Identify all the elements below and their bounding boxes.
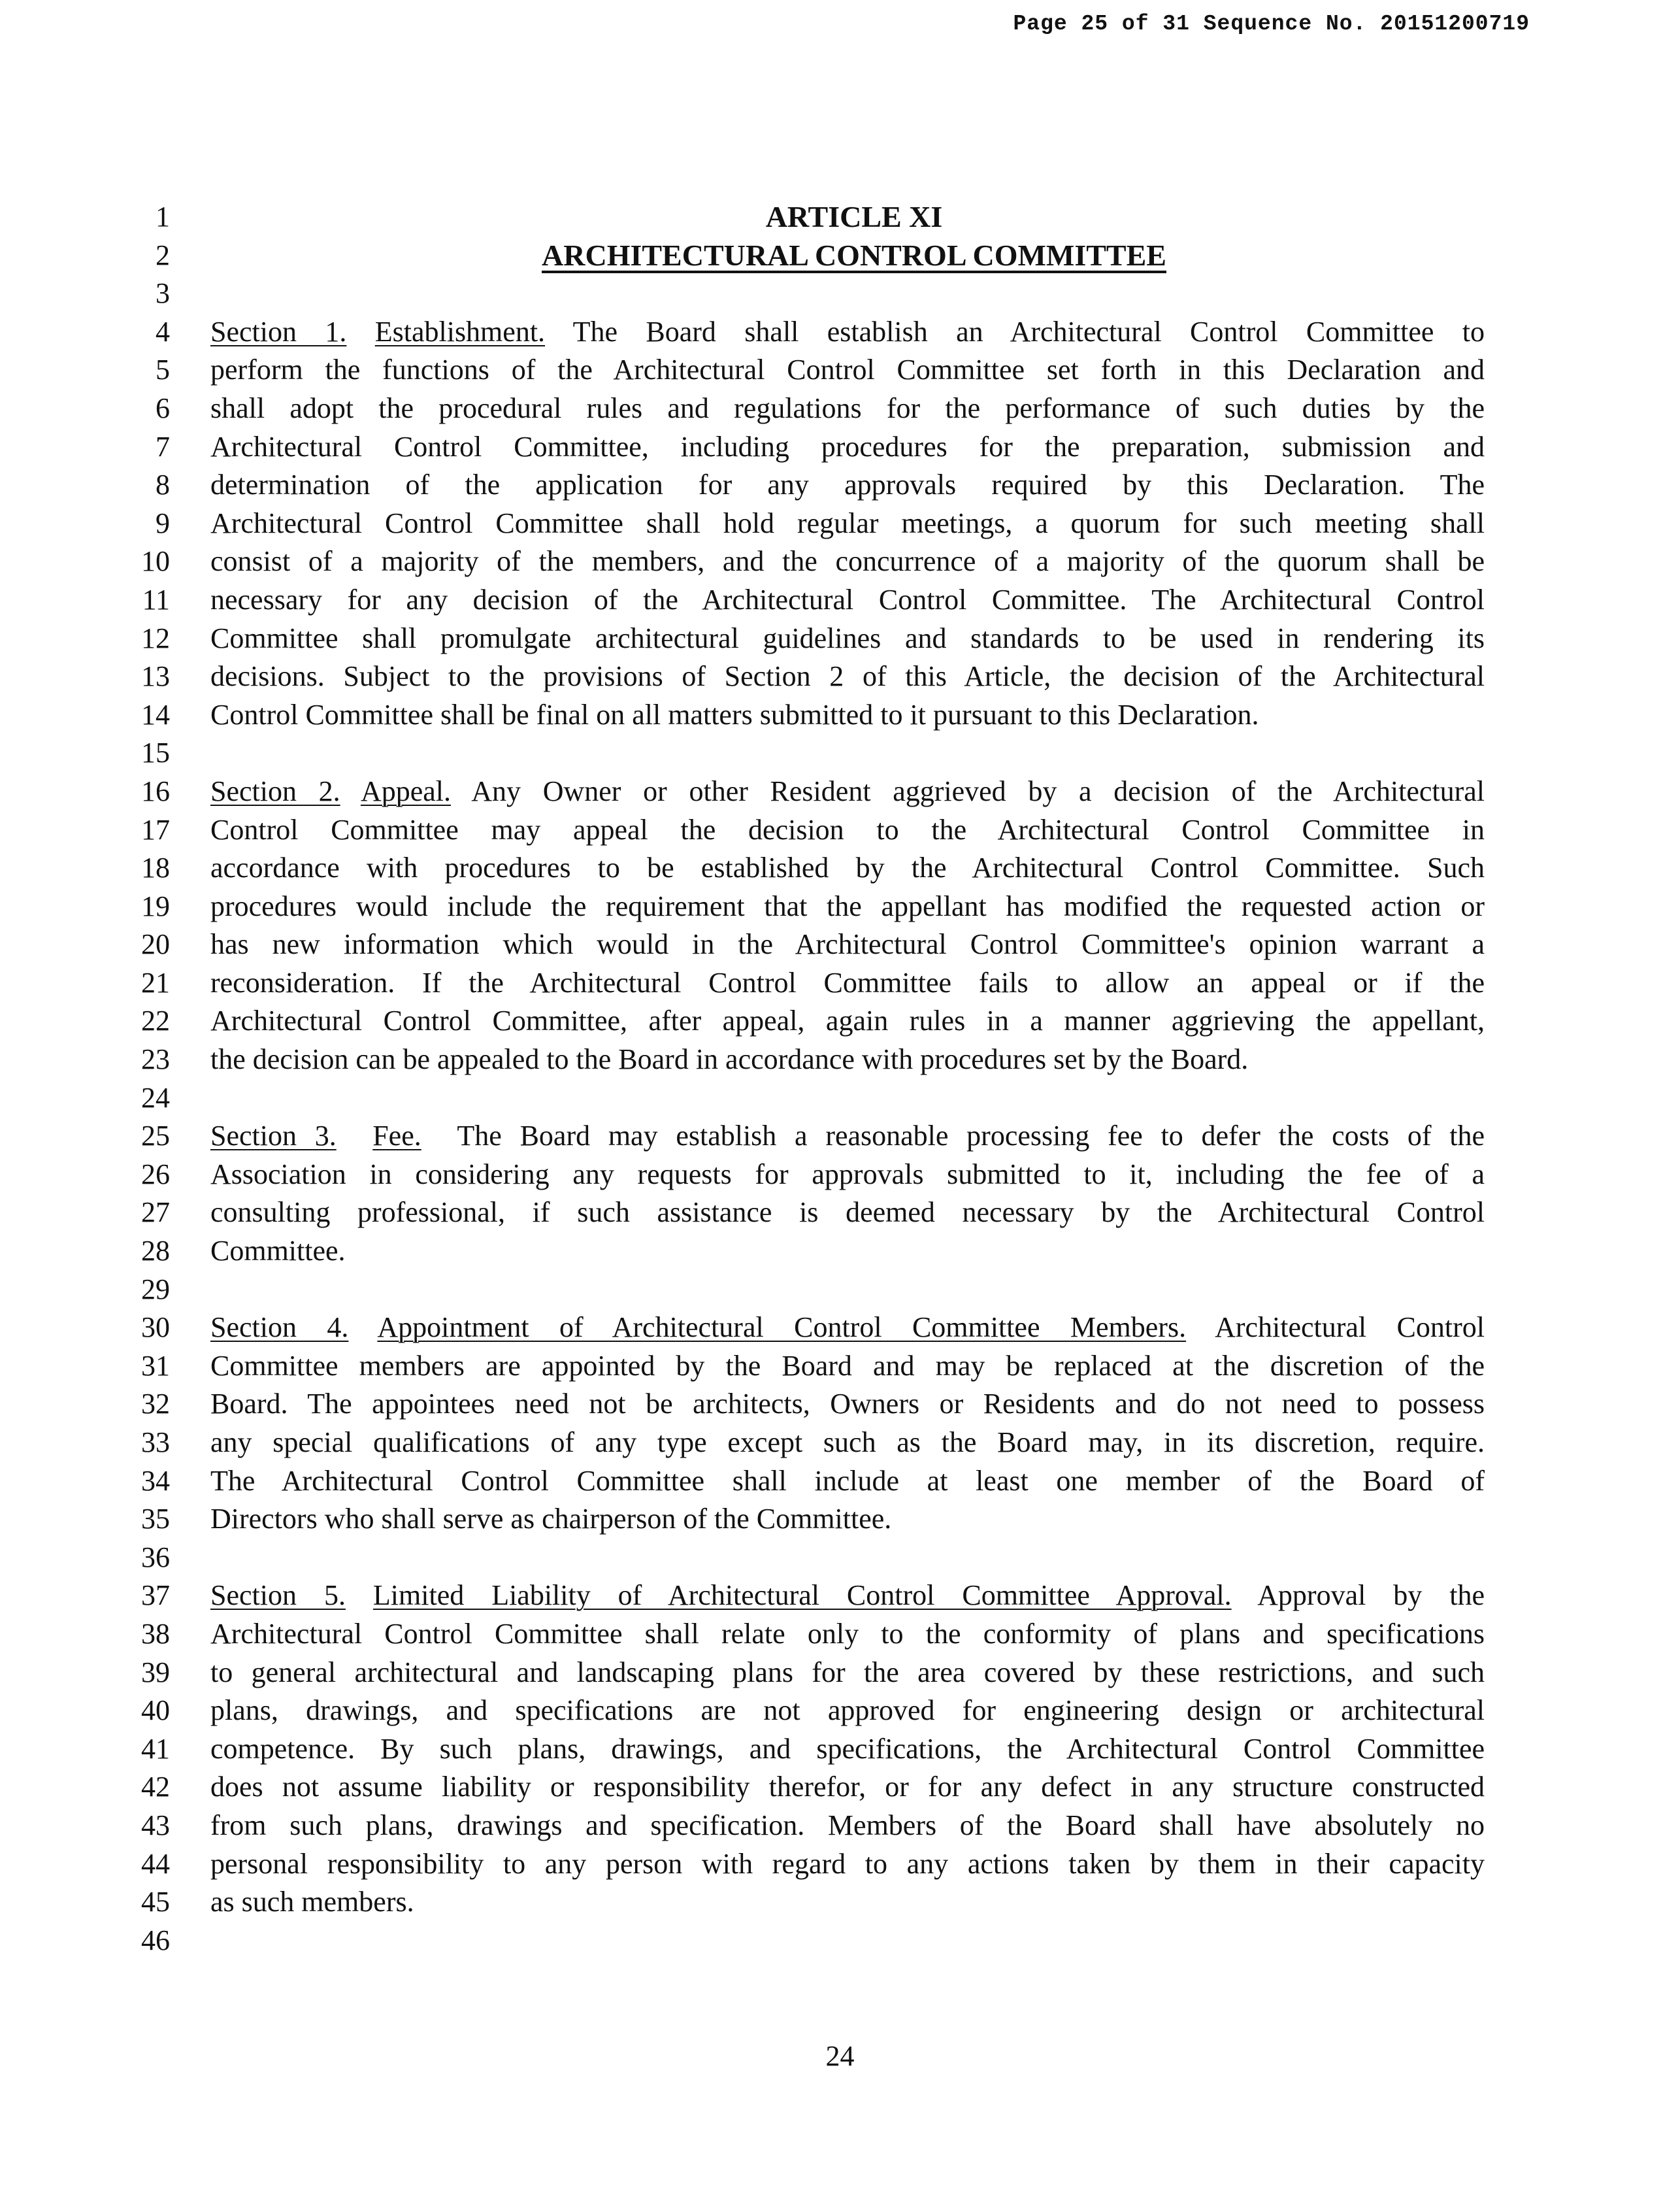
section-line: has new information which would in the Architectural Control Committee's opinion warrant a [210,928,1485,961]
line-number: 29 [141,1273,170,1305]
line-number: 42 [141,1771,170,1803]
line-number: 20 [141,928,170,961]
line-number: 32 [141,1388,170,1420]
section-line: Committee. [210,1235,346,1267]
line-number: 44 [141,1847,170,1880]
line-number: 21 [141,966,170,999]
line-number: 26 [141,1158,170,1190]
section-line [210,773,1485,811]
line-number: 41 [141,1732,170,1765]
section-line: as such members. [210,1886,414,1918]
line-number: 22 [141,1005,170,1037]
line-number: 19 [141,890,170,922]
section-line: accordance with procedures to be established by the Architectural Control Committee. Such [210,852,1485,884]
section-line: reconsideration. If the Architectural Control Committee fails to allow an appeal or if the [210,966,1485,999]
section-line: Architectural Control Committee shall hold regular meetings, a quorum for such meeting shall [210,507,1485,539]
section-line: Control Committee shall be final on all matters submitted to it pursuant to this Declaration. [210,698,1259,731]
section-line [210,313,1485,352]
line-number: 35 [141,1503,170,1535]
article-number: ARTICLE XI [765,200,943,233]
section-line: Association in considering any requests for approvals submitted to it, including the fee of a [210,1158,1485,1190]
section-heading: Appointment of Architectural Control Committee Members. [377,1311,1187,1344]
line-number: 36 [141,1541,170,1573]
line-number: 9 [156,507,170,539]
page-sequence-stamp: Page 25 of 31 Sequence No. 20151200719 [1013,12,1530,36]
line-number: 28 [141,1235,170,1267]
section-1 [210,313,1485,735]
line-number: 8 [156,469,170,501]
line-number: 3 [156,277,170,310]
blank-line [210,1922,1485,1960]
line-number: 12 [141,622,170,654]
section-label: Section 1. [210,315,347,348]
section-text: Architectural Control [1215,1311,1485,1344]
line-number: 43 [141,1809,170,1841]
section-line: Architectural Control Committee, after appeal, again rules in a manner aggrieving the appellant, [210,1005,1485,1037]
blank-line [210,275,1485,313]
section-heading: Fee. [372,1120,421,1152]
section-line: The Architectural Control Committee shall include at least one member of the Board of [210,1464,1485,1497]
section-line: perform the functions of the Architectural Control Committee set forth in this Declaration and [210,354,1485,386]
line-number: 27 [141,1196,170,1229]
section-heading: Appeal. [360,775,451,807]
section-line: shall adopt the procedural rules and regulations for the performance of such duties by the [210,392,1485,424]
page-number: 24 [825,2040,855,2072]
line-number: 39 [141,1656,170,1688]
line-number: 16 [141,775,170,807]
section-text: The Board may establish a reasonable processing fee to defer the costs of the [457,1120,1485,1152]
section-line: personal responsibility to any person with regard to any actions taken by them in their capacity [210,1847,1485,1880]
line-number: 23 [141,1043,170,1076]
section-line: decisions. Subject to the provisions of Section 2 of this Article, the decision of the Architectural [210,660,1485,693]
line-number: 24 [141,1081,170,1114]
section-heading: Establishment. [374,315,546,348]
section-line: Architectural Control Committee, including procedures for the preparation, submission and [210,430,1485,463]
section-3 [210,1117,1485,1270]
line-number: 13 [141,660,170,693]
line-number: 40 [141,1694,170,1727]
line-number: 10 [141,545,170,578]
section-line: the decision can be appealed to the Board in accordance with procedures set by the Board. [210,1043,1249,1076]
section-line: consist of a majority of the members, and the concurrence of a majority of the quorum shall be [210,545,1485,578]
line-number: 17 [141,813,170,846]
line-number: 34 [141,1464,170,1497]
section-line: procedures would include the requirement that the appellant has modified the requested action or [210,890,1485,922]
section-line: determination of the application for any approvals required by this Declaration. The [210,469,1485,501]
blank-line [210,734,1485,773]
line-number: 46 [141,1924,170,1956]
section-line: any special qualifications of any type except such as the Board may, in its discretion, require. [210,1426,1485,1458]
section-line [210,1117,1485,1156]
line-number: 14 [141,698,170,731]
line-number: 5 [156,354,170,386]
section-line [210,1577,1485,1615]
section-line: Committee members are appointed by the Board and may be replaced at the discretion of the [210,1349,1485,1382]
section-line: plans, drawings, and specifications are not approved for engineering design or architectural [210,1694,1485,1727]
section-text: Any Owner or other Resident aggrieved by a decision of the Architectural [471,775,1485,807]
section-label: Section 2. [210,775,340,807]
section-label: Section 3. [210,1120,337,1152]
line-number: 6 [156,392,170,424]
line-number: 45 [141,1886,170,1918]
section-line: competence. By such plans, drawings, and specifications, the Architectural Control Committee [210,1732,1485,1765]
section-line: Control Committee may appeal the decision to the Architectural Control Committee in [210,813,1485,846]
section-line: Architectural Control Committee shall relate only to the conformity of plans and specifications [210,1617,1485,1650]
line-number: 15 [141,737,170,769]
section-line: consulting professional, if such assistance is deemed necessary by the Architectural Control [210,1196,1485,1229]
line-number: 11 [142,583,170,616]
section-line: Committee shall promulgate architectural guidelines and standards to be used in rendering its [210,622,1485,654]
section-line [210,1309,1485,1347]
section-line: Directors who shall serve as chairperson of the Committee. [210,1503,892,1535]
section-line: necessary for any decision of the Architectural Control Committee. The Architectural Control [210,583,1485,616]
section-4 [210,1309,1485,1539]
line-number: 4 [156,315,170,348]
section-label: Section 4. [210,1311,349,1344]
section-line: to general architectural and landscaping plans for the area covered by these restrictions, and such [210,1656,1485,1688]
section-5 [210,1577,1485,1921]
line-number-gutter [98,198,170,1960]
line-number: 18 [141,852,170,884]
document-body [210,198,1485,1960]
line-number: 33 [141,1426,170,1458]
line-number: 25 [141,1120,170,1152]
blank-line [210,1539,1485,1577]
section-line: does not assume liability or responsibility therefor, or for any defect in any structure constructed [210,1771,1485,1803]
section-line: Board. The appointees need not be architects, Owners or Residents and do not need to possess [210,1388,1485,1420]
section-heading: Limited Liability of Architectural Control Committee Approval. [372,1579,1232,1612]
article-title [210,237,1485,275]
section-text: The Board shall establish an Architectural Control Committee to [572,315,1485,348]
line-number: 2 [156,239,170,271]
line-number: 30 [141,1311,170,1344]
blank-line [210,1271,1485,1309]
section-line: from such plans, drawings and specification. Members of the Board shall have absolutely no [210,1809,1485,1841]
section-label: Section 5. [210,1579,346,1612]
section-2 [210,773,1485,1079]
section-text: Approval by the [1257,1579,1485,1612]
line-number: 7 [156,430,170,463]
line-number: 38 [141,1617,170,1650]
article-title-text: ARCHITECTURAL CONTROL COMMITTEE [542,238,1166,272]
line-number: 1 [156,201,170,233]
line-number: 31 [141,1349,170,1382]
line-number: 37 [141,1579,170,1612]
blank-line [210,1079,1485,1118]
